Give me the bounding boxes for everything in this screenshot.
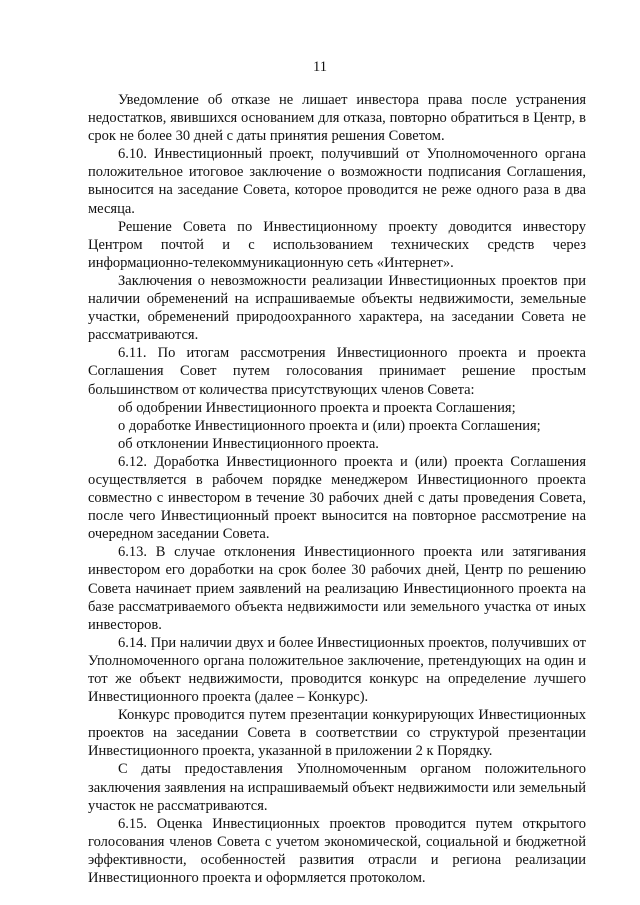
paragraph-6-10: 6.10. Инвестиционный проект, получивший от Уполномоченного органа положительное итоговое заключение о возможности подписания Соглашения, выносится на заседание Совета, которое проводится не реже одного раза в два месяца. xyxy=(88,146,586,217)
paragraph-6-14: 6.14. При наличии двух и более Инвестиционных проектов, получивших от Уполномоченного органа положительное заключение, претендующих на один и тот же объект недвижимости, проводится конкурс на определение лучшего Инвестиционного проекта (далее – Конкурс). xyxy=(88,634,586,706)
paragraph-contest-presentation: Конкурс проводится путем презентации конкурирующих Инвестиционных проектов на заседании Совета в соответствии со структурой презентации Инвестиционного проекта, указанной в приложении 2 к Порядку. xyxy=(88,707,586,760)
paragraph-applications-not-considered: С даты предоставления Уполномоченным органом положительного заключения заявления на испрашиваемый объект недвижимости или земельный участок не рассматриваются. xyxy=(88,761,586,814)
list-item-rejection: об отклонении Инвестиционного проекта. xyxy=(118,435,379,452)
paragraph-6-15: 6.15. Оценка Инвестиционных проектов проводится путем открытого голосования членов Совета с учетом экономической, социальной и бюджетной эффективности, особенностей развития отрасли и региона реализации Инвестиционного проекта и оформляется протоколом. xyxy=(88,815,586,887)
paragraph-6-12: 6.12. Доработка Инвестиционного проекта и (или) проекта Соглашения осуществляется в рабочем порядке менеджером Инвестиционного проекта совместно с инвестором в течение 30 рабочих дней с даты проведения Совета, после чего Инвестиционный проект выносится на повторное рассмотрение на очередном заседании Совета. xyxy=(88,453,586,543)
page-number: 11 xyxy=(313,59,327,75)
document-body xyxy=(88,91,586,887)
paragraph-6-11: 6.11. По итогам рассмотрения Инвестиционного проекта и проекта Соглашения Совет путем голосования принимает решение простым большинством от количества присутствующих членов Совета: xyxy=(88,345,586,398)
paragraph-council-decision-delivery: Решение Совета по Инвестиционному проекту доводится инвестору Центром почтой и с использованием технических средств через информационно-телекоммуникационную сеть «Интернет». xyxy=(88,218,586,271)
paragraph-impossibility-conclusions: Заключения о невозможности реализации Инвестиционных проектов при наличии обременений на испрашиваемые объекты недвижимости, земельные участки, обременений природоохранного характера, на заседании Совета не рассматриваются. xyxy=(88,272,586,344)
paragraph-refusal-notice: Уведомление об отказе не лишает инвестора права после устранения недостатков, явившихся основанием для отказа, повторно обратиться в Центр, в срок не более 30 дней с даты принятия решения Советом. xyxy=(88,92,586,145)
list-item-revision: о доработке Инвестиционного проекта и (или) проекта Соглашения; xyxy=(118,417,541,434)
paragraph-6-13: 6.13. В случае отклонения Инвестиционного проекта или затягивания инвестором его доработки на срок более 30 рабочих дней, Центр по решению Совета начинает прием заявлений на реализацию Инвестиционного проекта на базе рассматриваемого объекта недвижимости или земельного участка от иных инвесторов. xyxy=(88,544,586,633)
list-item-approval: об одобрении Инвестиционного проекта и проекта Соглашения; xyxy=(118,399,516,416)
